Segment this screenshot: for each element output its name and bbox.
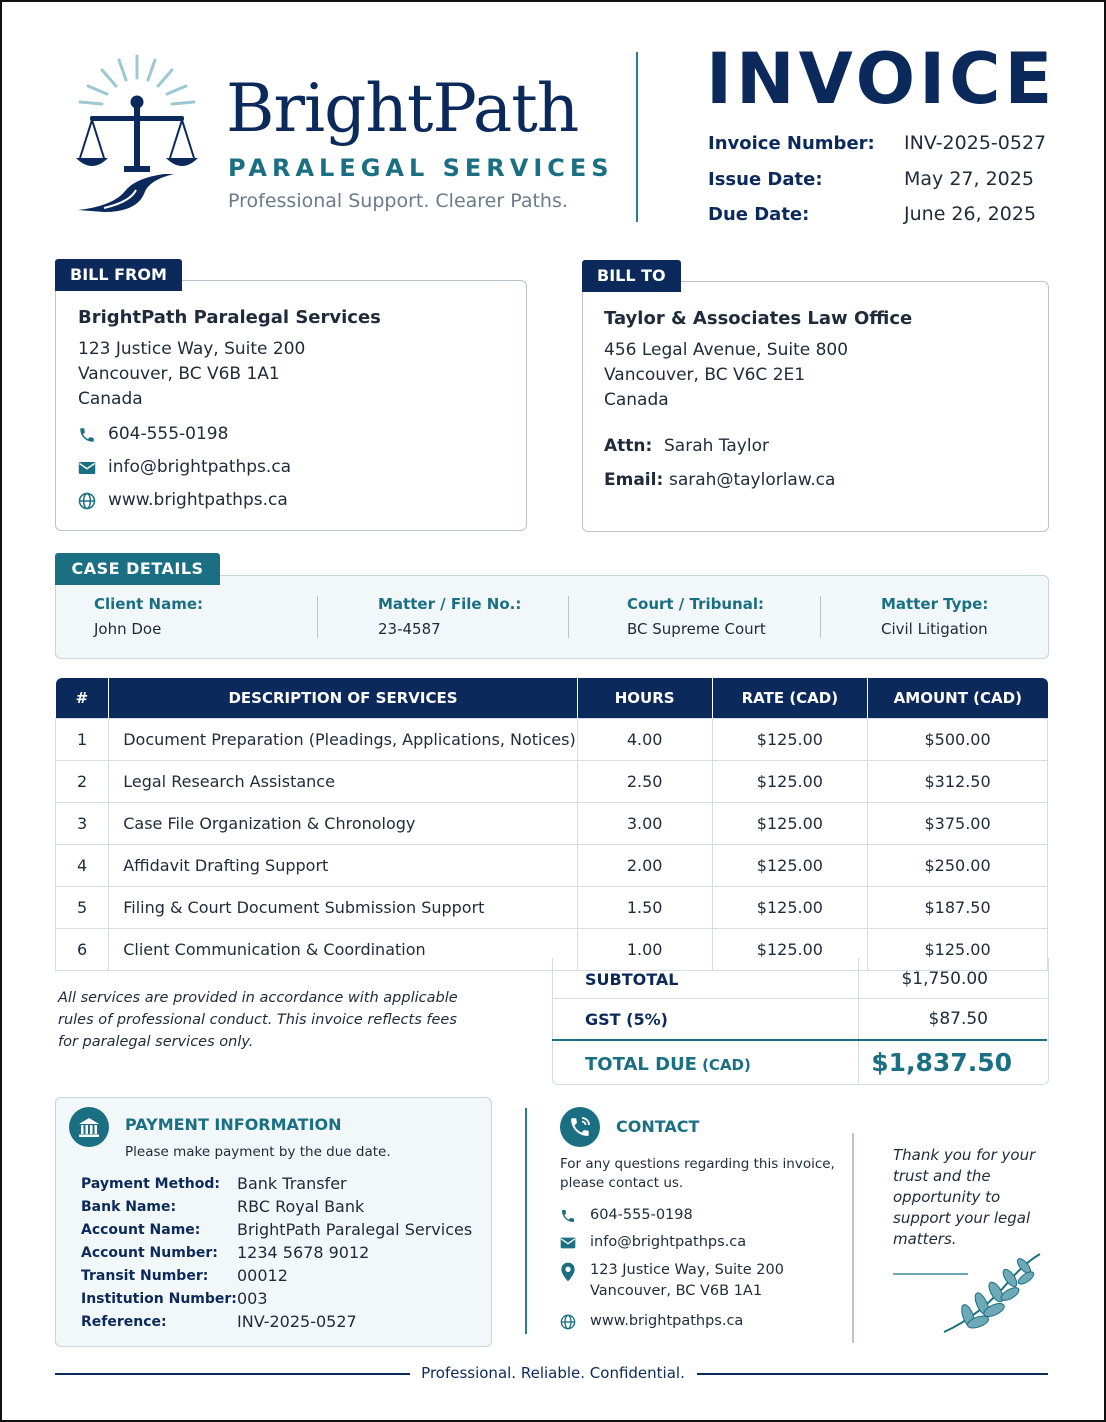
section-divider xyxy=(852,1133,854,1343)
row-description: Case File Organization & Chronology xyxy=(109,803,577,845)
row-amount: $312.50 xyxy=(868,761,1048,803)
row-number: 1 xyxy=(56,719,109,761)
bill-to-attn: Sarah Taylor xyxy=(664,436,769,456)
due-date-label: Due Date: xyxy=(708,204,810,225)
row-description: Document Preparation (Pleadings, Applications, Notices) xyxy=(109,719,577,761)
bill-to-tab: BILL TO xyxy=(582,260,681,292)
contact-phone[interactable]: 604-555-0198 xyxy=(590,1207,693,1223)
row-number: 4 xyxy=(56,845,109,887)
invoice-title: INVOICE xyxy=(706,38,1057,120)
table-row xyxy=(56,803,1048,845)
contact-website[interactable]: www.brightpathps.ca xyxy=(590,1313,744,1329)
contact-intro-line: please contact us. xyxy=(560,1175,684,1191)
case-divider xyxy=(820,596,821,638)
services-table xyxy=(55,678,1048,971)
row-amount: $250.00 xyxy=(868,845,1048,887)
invoice-number-value: INV-2025-0527 xyxy=(904,132,1047,154)
contact-icon-circle xyxy=(560,1107,600,1147)
row-number: 5 xyxy=(56,887,109,929)
subtotal-label: SUBTOTAL xyxy=(585,970,679,989)
row-hours: 3.00 xyxy=(577,803,712,845)
bill-to-attn-label: Attn: xyxy=(604,436,653,456)
bill-to-address-line: 456 Legal Avenue, Suite 800 xyxy=(604,340,849,360)
bill-from-phone[interactable]: 604-555-0198 xyxy=(108,424,229,444)
column-header-amount: AMOUNT (CAD) xyxy=(868,678,1048,719)
account-number-label: Account Number: xyxy=(81,1245,218,1261)
row-number: 6 xyxy=(56,929,109,971)
transit-number-label: Transit Number: xyxy=(81,1268,209,1284)
row-hours: 2.50 xyxy=(577,761,712,803)
institution-number-value: 003 xyxy=(237,1289,268,1308)
globe-icon xyxy=(560,1314,576,1330)
header-divider xyxy=(636,52,638,222)
olive-branch-icon xyxy=(940,1250,1044,1336)
brand-subtitle: PARALEGAL SERVICES xyxy=(228,154,614,182)
email-icon xyxy=(78,460,96,476)
bill-from-name: BrightPath Paralegal Services xyxy=(78,307,381,328)
table-row xyxy=(56,887,1048,929)
account-name-label: Account Name: xyxy=(81,1222,201,1238)
table-row xyxy=(56,761,1048,803)
location-pin-icon xyxy=(560,1262,576,1282)
transit-number-value: 00012 xyxy=(237,1266,288,1285)
bill-to-name: Taylor & Associates Law Office xyxy=(604,308,913,329)
bank-icon-circle xyxy=(69,1107,109,1147)
contact-address-line: Vancouver, BC V6B 1A1 xyxy=(590,1283,763,1299)
row-hours: 1.00 xyxy=(577,929,712,971)
case-court-value: BC Supreme Court xyxy=(627,620,766,638)
row-number: 2 xyxy=(56,761,109,803)
row-rate: $125.00 xyxy=(712,887,868,929)
issue-date-value: May 27, 2025 xyxy=(904,168,1034,190)
row-amount: $125.00 xyxy=(868,929,1048,971)
payment-info-title: PAYMENT INFORMATION xyxy=(125,1115,342,1134)
case-divider xyxy=(317,596,318,638)
row-description: Affidavit Drafting Support xyxy=(109,845,577,887)
bank-icon xyxy=(69,1107,109,1147)
payment-info-subtitle: Please make payment by the due date. xyxy=(125,1144,391,1160)
case-details-box xyxy=(55,575,1049,659)
bill-to-address-line: Canada xyxy=(604,390,669,410)
column-header-hours: HOURS xyxy=(577,678,712,719)
gst-label: GST (5%) xyxy=(585,1010,668,1029)
row-hours: 2.00 xyxy=(577,845,712,887)
contact-intro-line: For any questions regarding this invoice, xyxy=(560,1156,835,1172)
gst-value: $87.50 xyxy=(928,1009,988,1029)
brand-tagline: Professional Support. Clearer Paths. xyxy=(228,190,568,212)
column-header-rate: RATE (CAD) xyxy=(712,678,868,719)
case-file-value: 23-4587 xyxy=(378,620,441,638)
phone-icon xyxy=(78,426,96,444)
phone-icon xyxy=(560,1208,576,1224)
case-type-label: Matter Type: xyxy=(881,595,989,613)
row-rate: $125.00 xyxy=(712,761,868,803)
total-due-rule xyxy=(552,1039,1047,1041)
bill-from-tab: BILL FROM xyxy=(55,259,182,291)
contact-address-line: 123 Justice Way, Suite 200 xyxy=(590,1262,784,1278)
column-header-description: DESCRIPTION OF SERVICES xyxy=(109,678,577,719)
account-number-value: 1234 5678 9012 xyxy=(237,1243,370,1262)
bill-from-address-line: Vancouver, BC V6B 1A1 xyxy=(78,364,280,384)
due-date-value: June 26, 2025 xyxy=(904,203,1037,225)
row-hours: 1.50 xyxy=(577,887,712,929)
table-header-row xyxy=(56,678,1048,719)
globe-icon xyxy=(78,492,96,510)
case-details-tab: CASE DETAILS xyxy=(55,553,220,585)
scales-of-justice-logo-icon xyxy=(74,50,200,214)
bill-to-email-label: Email: xyxy=(604,470,664,490)
footer-tagline: Professional. Reliable. Confidential. xyxy=(421,1364,685,1382)
total-due-unit: (CAD) xyxy=(702,1056,751,1074)
case-type-value: Civil Litigation xyxy=(881,620,988,638)
email-icon xyxy=(560,1236,576,1250)
issue-date-label: Issue Date: xyxy=(708,169,823,190)
institution-number-label: Institution Number: xyxy=(81,1291,237,1307)
row-rate: $125.00 xyxy=(712,719,868,761)
row-rate: $125.00 xyxy=(712,803,868,845)
contact-email[interactable]: info@brightpathps.ca xyxy=(590,1234,747,1250)
row-rate: $125.00 xyxy=(712,845,868,887)
total-due-value: $1,837.50 xyxy=(871,1048,1012,1077)
case-divider xyxy=(568,596,569,638)
bill-to-address-line: Vancouver, BC V6C 2E1 xyxy=(604,365,806,385)
row-amount: $500.00 xyxy=(868,719,1048,761)
total-due-label: TOTAL DUE xyxy=(585,1054,697,1075)
row-amount: $375.00 xyxy=(868,803,1048,845)
invoice-number-label: Invoice Number: xyxy=(708,133,875,154)
brand-name: BrightPath xyxy=(226,70,579,147)
payment-method-label: Payment Method: xyxy=(81,1176,220,1192)
service-note: All services are provided in accordance with applicable rules of professional conduct. This invoice reflects fees for paralegal services only. xyxy=(58,990,458,1050)
case-court-label: Court / Tribunal: xyxy=(627,595,764,613)
row-description: Client Communication & Coordination xyxy=(109,929,577,971)
bill-from-website[interactable]: www.brightpathps.ca xyxy=(108,490,288,510)
row-description: Legal Research Assistance xyxy=(109,761,577,803)
phone-call-icon xyxy=(560,1107,600,1147)
table-row xyxy=(56,719,1048,761)
payment-method-value: Bank Transfer xyxy=(237,1174,347,1193)
subtotal-value: $1,750.00 xyxy=(901,969,988,989)
case-file-label: Matter / File No.: xyxy=(378,595,522,613)
case-client-value: John Doe xyxy=(94,620,162,638)
row-description: Filing & Court Document Submission Support xyxy=(109,887,577,929)
case-client-label: Client Name: xyxy=(94,595,204,613)
section-divider xyxy=(525,1108,527,1334)
row-hours: 4.00 xyxy=(577,719,712,761)
bill-from-address-line: 123 Justice Way, Suite 200 xyxy=(78,339,306,359)
totals-divider xyxy=(858,958,859,1084)
bill-from-address-line: Canada xyxy=(78,389,143,409)
bank-name-value: RBC Royal Bank xyxy=(237,1197,365,1216)
totals-divider xyxy=(552,998,1047,999)
contact-title: CONTACT xyxy=(616,1117,700,1136)
row-rate: $125.00 xyxy=(712,929,868,971)
row-amount: $187.50 xyxy=(868,887,1048,929)
account-name-value: BrightPath Paralegal Services xyxy=(237,1220,473,1239)
bill-to-email[interactable]: sarah@taylorlaw.ca xyxy=(669,470,836,490)
bank-name-label: Bank Name: xyxy=(81,1199,177,1215)
column-header-number: # xyxy=(56,678,109,719)
bill-from-email[interactable]: info@brightpathps.ca xyxy=(108,457,292,477)
total-due-label-group xyxy=(585,1054,751,1075)
row-number: 3 xyxy=(56,803,109,845)
table-row xyxy=(56,845,1048,887)
reference-value: INV-2025-0527 xyxy=(237,1312,357,1331)
thank-you-message: Thank you for your trust and the opportunity to support your legal matters. xyxy=(893,1146,1036,1248)
reference-label: Reference: xyxy=(81,1314,167,1330)
